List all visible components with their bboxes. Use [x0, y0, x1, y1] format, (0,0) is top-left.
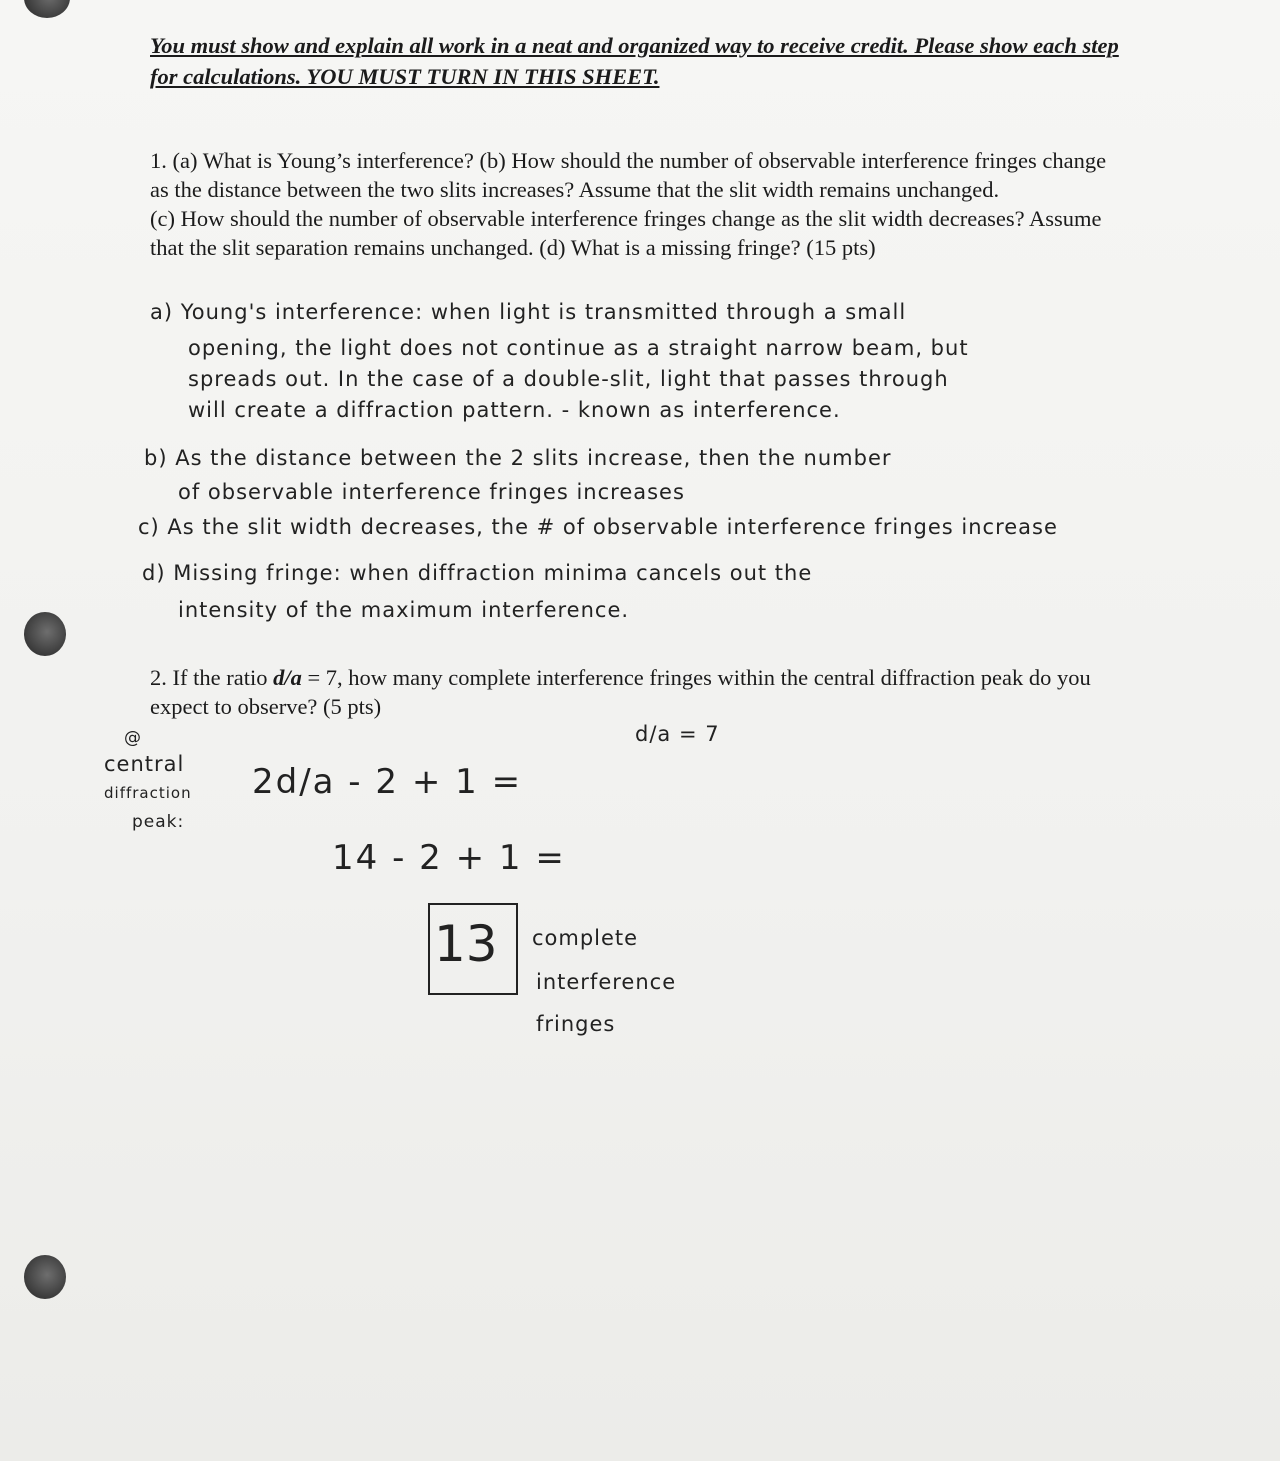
answer-2-label-2: interference — [536, 970, 677, 994]
punch-hole-top — [24, 0, 70, 18]
instructions: You must show and explain all work in a neat and organized way to receive credit. Please show each step for calculations. YOU MUST TURN IN THIS SHEET. — [150, 33, 1119, 89]
answer-1a-line-1: a) Young's interference: when light is transmitted through a small — [150, 300, 907, 324]
question-1-part-ab: 1. (a) What is Young’s interference? (b) How should the number of observable interference fringes change as the distance between the two slits increases? Assume that the slit width remains unchanged. — [150, 148, 1107, 202]
question-2-suffix: = 7, how many complete interference fringes within the central diffraction peak do you expect to observe? (5 pts) — [150, 665, 1091, 719]
punch-hole-middle — [24, 612, 66, 656]
question-2-prefix: 2. If the ratio — [150, 665, 268, 690]
answer-2-note-peak: peak: — [132, 812, 185, 832]
answer-2-note-central: central — [104, 752, 185, 776]
answer-2-equation-1: 2d/a - 2 + 1 = — [252, 762, 523, 802]
answer-1b-line-1: b) As the distance between the 2 slits increase, then the number — [144, 446, 892, 470]
answer-2-note-diffraction: diffraction — [104, 784, 192, 802]
question-2 — [150, 663, 1130, 721]
answer-2-label-1: complete — [532, 926, 639, 950]
answer-2-label-3: fringes — [536, 1012, 616, 1036]
answer-1a-line-4: will create a diffraction pattern. - known as interference. — [188, 398, 841, 422]
answer-2-result: 13 — [434, 915, 498, 973]
answer-1b-line-2: of observable interference fringes increases — [178, 480, 685, 504]
punch-hole-bottom — [24, 1255, 66, 1299]
answer-1a-line-3: spreads out. In the case of a double-slit, light that passes through — [188, 367, 949, 391]
answer-1c: c) As the slit width decreases, the # of observable interference fringes increase — [138, 515, 1058, 539]
question-1 — [150, 146, 1130, 262]
answer-2-note-at: @ — [124, 728, 142, 748]
answer-2-given: d/a = 7 — [635, 722, 720, 746]
question-2-ratio: d/a — [273, 665, 302, 690]
answer-2-result-box — [428, 903, 518, 995]
answer-1d-line-1: d) Missing fringe: when diffraction minima cancels out the — [142, 561, 813, 585]
answer-2-equation-2: 14 - 2 + 1 = — [332, 838, 566, 878]
question-1-part-cd: (c) How should the number of observable interference fringes change as the slit width decreases? Assume that the slit separation remains unchanged. (d) What is a missing fringe? (15 pts) — [150, 206, 1102, 260]
answer-1d-line-2: intensity of the maximum interference. — [178, 598, 630, 622]
answer-1a-line-2: opening, the light does not continue as a straight narrow beam, but — [188, 336, 969, 360]
